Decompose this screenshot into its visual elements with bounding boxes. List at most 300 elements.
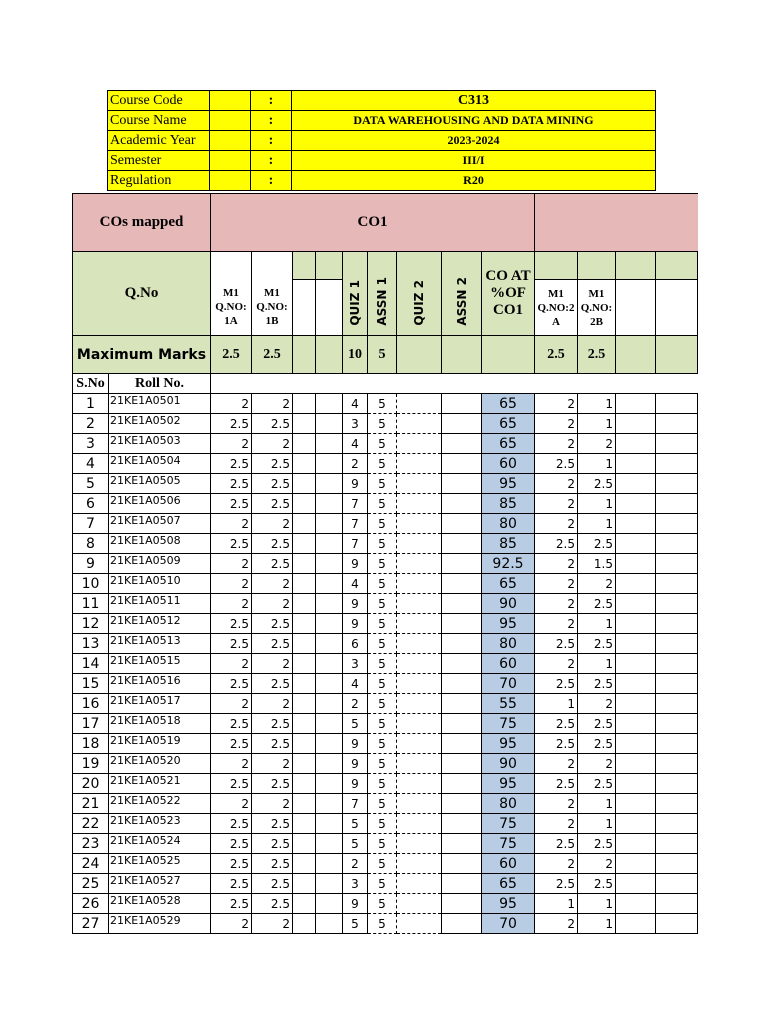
marks-grid bbox=[72, 193, 698, 934]
co-at-cell: 55 bbox=[482, 694, 535, 714]
empty-cell bbox=[616, 854, 656, 874]
empty-cell bbox=[656, 594, 698, 614]
m1-2b-cell: 2.5 bbox=[578, 714, 616, 734]
q-m1-1a: M1 Q.NO: 1A bbox=[211, 280, 252, 336]
m1-2a-cell: 2 bbox=[535, 414, 578, 434]
empty-cell bbox=[616, 474, 656, 494]
max-empty-2 bbox=[316, 336, 343, 374]
empty-cell bbox=[316, 494, 343, 514]
quiz2-cell bbox=[397, 774, 442, 794]
m1-2b-cell: 1 bbox=[578, 654, 616, 674]
m1-2b-cell: 1 bbox=[578, 794, 616, 814]
roll-cell: 21KE1A0525 bbox=[109, 854, 211, 874]
quiz1-header-text: QUIZ 1 bbox=[348, 280, 362, 326]
table-row bbox=[73, 674, 698, 694]
max-m1-2b: 2.5 bbox=[578, 336, 616, 374]
m1-2b-cell: 1 bbox=[578, 914, 616, 934]
empty-cell bbox=[293, 694, 316, 714]
quiz1-cell: 4 bbox=[343, 434, 368, 454]
sno-cell: 16 bbox=[73, 694, 109, 714]
m1-2b-cell: 2.5 bbox=[578, 634, 616, 654]
table-row bbox=[73, 774, 698, 794]
assn2-cell bbox=[442, 654, 482, 674]
quiz2-cell bbox=[397, 674, 442, 694]
course-info-colon: : bbox=[251, 91, 292, 111]
quiz1-cell: 2 bbox=[343, 854, 368, 874]
empty-cell bbox=[293, 454, 316, 474]
empty-cell bbox=[656, 814, 698, 834]
cos-mapped-label: COs mapped bbox=[73, 194, 211, 252]
assn1-cell: 5 bbox=[368, 394, 397, 414]
roll-cell: 21KE1A0504 bbox=[109, 454, 211, 474]
assn2-cell bbox=[442, 714, 482, 734]
quiz1-cell: 3 bbox=[343, 654, 368, 674]
empty-cell bbox=[616, 674, 656, 694]
sno-cell: 15 bbox=[73, 674, 109, 694]
table-row bbox=[73, 894, 698, 914]
sno-cell: 20 bbox=[73, 774, 109, 794]
sno-cell: 22 bbox=[73, 814, 109, 834]
sno-cell: 9 bbox=[73, 554, 109, 574]
m1-1b-cell: 2 bbox=[252, 514, 293, 534]
assn2-cell bbox=[442, 794, 482, 814]
assn1-header-text: ASSN 1 bbox=[375, 277, 389, 326]
table-row bbox=[73, 434, 698, 454]
table-row bbox=[73, 414, 698, 434]
quiz1-cell: 9 bbox=[343, 774, 368, 794]
m1-2a-cell: 2.5 bbox=[535, 454, 578, 474]
empty-cell bbox=[616, 574, 656, 594]
assn2-cell bbox=[442, 394, 482, 414]
table-row bbox=[73, 734, 698, 754]
empty-cell bbox=[616, 534, 656, 554]
q-empty-3 bbox=[616, 280, 656, 336]
assn2-cell bbox=[442, 834, 482, 854]
empty-cell bbox=[656, 794, 698, 814]
empty-cell bbox=[293, 494, 316, 514]
quiz1-cell: 5 bbox=[343, 714, 368, 734]
sno-cell: 17 bbox=[73, 714, 109, 734]
roll-cell: 21KE1A0522 bbox=[109, 794, 211, 814]
co-next-fill bbox=[535, 194, 698, 251]
quiz1-cell: 5 bbox=[343, 834, 368, 854]
quiz1-cell: 9 bbox=[343, 614, 368, 634]
m1-2a-cell: 2 bbox=[535, 554, 578, 574]
quiz1-cell: 6 bbox=[343, 634, 368, 654]
empty-cell bbox=[316, 654, 343, 674]
assn1-cell: 5 bbox=[368, 854, 397, 874]
co-at-cell: 85 bbox=[482, 534, 535, 554]
assn2-cell bbox=[442, 614, 482, 634]
empty-cell bbox=[656, 414, 698, 434]
m1-2a-cell: 2 bbox=[535, 794, 578, 814]
m1-1b-cell: 2.5 bbox=[252, 494, 293, 514]
m1-2b-cell: 1 bbox=[578, 414, 616, 434]
m1-2b-cell: 2.5 bbox=[578, 674, 616, 694]
quiz1-cell: 4 bbox=[343, 574, 368, 594]
assn2-cell bbox=[442, 894, 482, 914]
co1-header: CO1 bbox=[211, 194, 535, 252]
m1-2b-cell: 2 bbox=[578, 434, 616, 454]
empty-cell bbox=[616, 794, 656, 814]
sno-cell: 25 bbox=[73, 874, 109, 894]
sno-cell: 7 bbox=[73, 514, 109, 534]
empty-cell bbox=[293, 434, 316, 454]
co-at-cell: 95 bbox=[482, 734, 535, 754]
co-at-cell: 65 bbox=[482, 394, 535, 414]
m1-2b-cell: 2 bbox=[578, 694, 616, 714]
m1-1b-cell: 2 bbox=[252, 914, 293, 934]
m1-1a-cell: 2 bbox=[211, 574, 252, 594]
m1-2a-cell: 2.5 bbox=[535, 714, 578, 734]
empty-cell bbox=[293, 554, 316, 574]
co-at-cell: 60 bbox=[482, 654, 535, 674]
quiz2-cell bbox=[397, 614, 442, 634]
assn1-cell: 5 bbox=[368, 754, 397, 774]
m1-2a-cell: 2.5 bbox=[535, 774, 578, 794]
quiz1-cell: 7 bbox=[343, 534, 368, 554]
co-at-cell: 75 bbox=[482, 814, 535, 834]
m1-2b-cell: 1 bbox=[578, 494, 616, 514]
m1-1b-cell: 2.5 bbox=[252, 534, 293, 554]
assn1-cell: 5 bbox=[368, 574, 397, 594]
q-empty-1 bbox=[293, 280, 316, 336]
m1-1b-cell: 2 bbox=[252, 694, 293, 714]
max-marks-label: Maximum Marks bbox=[73, 336, 211, 374]
empty-cell bbox=[616, 694, 656, 714]
qno-strip-b bbox=[252, 252, 293, 280]
m1-2a-cell: 2 bbox=[535, 814, 578, 834]
q-empty-2 bbox=[316, 280, 343, 336]
table-row bbox=[73, 534, 698, 554]
course-info-value: DATA WAREHOUSING AND DATA MINING bbox=[292, 111, 656, 131]
empty-cell bbox=[316, 534, 343, 554]
assn2-cell bbox=[442, 574, 482, 594]
m1-2b-cell: 2.5 bbox=[578, 534, 616, 554]
m1-2a-cell: 2.5 bbox=[535, 674, 578, 694]
m1-1a-cell: 2.5 bbox=[211, 834, 252, 854]
quiz1-cell: 3 bbox=[343, 414, 368, 434]
m1-1a-cell: 2.5 bbox=[211, 674, 252, 694]
empty-cell bbox=[656, 834, 698, 854]
empty-cell bbox=[616, 634, 656, 654]
quiz2-cell bbox=[397, 914, 442, 934]
co-at-cell: 65 bbox=[482, 574, 535, 594]
empty-cell bbox=[616, 834, 656, 854]
m1-1b-cell: 2 bbox=[252, 594, 293, 614]
empty-cell bbox=[616, 614, 656, 634]
m1-1a-cell: 2 bbox=[211, 554, 252, 574]
empty-cell bbox=[616, 394, 656, 414]
empty-cell bbox=[656, 554, 698, 574]
empty-cell bbox=[293, 614, 316, 634]
empty-cell bbox=[293, 714, 316, 734]
q-m1-2a: M1 Q.NO:2 A bbox=[535, 280, 578, 336]
empty-cell bbox=[656, 654, 698, 674]
co-at-cell: 95 bbox=[482, 774, 535, 794]
quiz1-cell: 9 bbox=[343, 554, 368, 574]
empty-cell bbox=[616, 554, 656, 574]
m1-2a-cell: 2 bbox=[535, 394, 578, 414]
empty-cell bbox=[316, 514, 343, 534]
assn2-header bbox=[442, 252, 482, 336]
empty-cell bbox=[316, 554, 343, 574]
table-row bbox=[73, 834, 698, 854]
course-info-label: Course Name bbox=[108, 111, 210, 131]
assn2-cell bbox=[442, 474, 482, 494]
quiz1-cell: 2 bbox=[343, 694, 368, 714]
empty-cell bbox=[656, 634, 698, 654]
empty-cell bbox=[316, 814, 343, 834]
quiz2-cell bbox=[397, 394, 442, 414]
m1-1a-cell: 2.5 bbox=[211, 454, 252, 474]
roll-cell: 21KE1A0520 bbox=[109, 754, 211, 774]
empty-cell bbox=[293, 654, 316, 674]
sno-cell: 24 bbox=[73, 854, 109, 874]
co-next-header bbox=[535, 194, 698, 252]
empty-cell bbox=[656, 474, 698, 494]
empty-cell bbox=[316, 734, 343, 754]
empty-cell bbox=[656, 534, 698, 554]
assn1-cell: 5 bbox=[368, 554, 397, 574]
course-info-value: III/I bbox=[292, 151, 656, 171]
course-info-value: C313 bbox=[292, 91, 656, 111]
empty-cell bbox=[316, 914, 343, 934]
assn2-cell bbox=[442, 854, 482, 874]
table-row bbox=[73, 594, 698, 614]
assn1-cell: 5 bbox=[368, 594, 397, 614]
assn2-cell bbox=[442, 734, 482, 754]
m1-1a-cell: 2.5 bbox=[211, 774, 252, 794]
qno-strip-e1 bbox=[293, 252, 316, 280]
empty-cell bbox=[616, 894, 656, 914]
course-info-colon: : bbox=[251, 131, 292, 151]
co-at-cell: 80 bbox=[482, 794, 535, 814]
roll-cell: 21KE1A0516 bbox=[109, 674, 211, 694]
empty-cell bbox=[616, 734, 656, 754]
co-at-cell: 80 bbox=[482, 634, 535, 654]
m1-1b-cell: 2.5 bbox=[252, 774, 293, 794]
table-row bbox=[73, 914, 698, 934]
course-info-row bbox=[108, 111, 656, 131]
empty-cell bbox=[293, 574, 316, 594]
assn1-cell: 5 bbox=[368, 914, 397, 934]
m1-2b-cell: 2 bbox=[578, 754, 616, 774]
m1-1b-cell: 2.5 bbox=[252, 674, 293, 694]
m1-1b-cell: 2.5 bbox=[252, 414, 293, 434]
co-at-cell: 85 bbox=[482, 494, 535, 514]
roll-cell: 21KE1A0517 bbox=[109, 694, 211, 714]
roll-cell: 21KE1A0510 bbox=[109, 574, 211, 594]
qno-strip-e2 bbox=[316, 252, 343, 280]
table-row bbox=[73, 554, 698, 574]
assn1-cell: 5 bbox=[368, 614, 397, 634]
empty-cell bbox=[616, 754, 656, 774]
m1-1b-cell: 2.5 bbox=[252, 874, 293, 894]
m1-2b-cell: 1 bbox=[578, 514, 616, 534]
sno-cell: 11 bbox=[73, 594, 109, 614]
empty-cell bbox=[293, 594, 316, 614]
co-at-cell: 70 bbox=[482, 674, 535, 694]
quiz2-cell bbox=[397, 854, 442, 874]
empty-cell bbox=[616, 434, 656, 454]
quiz1-cell: 7 bbox=[343, 794, 368, 814]
empty-cell bbox=[293, 414, 316, 434]
assn1-cell: 5 bbox=[368, 474, 397, 494]
assn2-cell bbox=[442, 594, 482, 614]
m1-1b-cell: 2.5 bbox=[252, 834, 293, 854]
max-marks-row bbox=[73, 336, 698, 374]
m1-2a-cell: 2.5 bbox=[535, 634, 578, 654]
empty-cell bbox=[316, 774, 343, 794]
m1-1b-cell: 2.5 bbox=[252, 634, 293, 654]
sno-cell: 27 bbox=[73, 914, 109, 934]
m1-1a-cell: 2 bbox=[211, 754, 252, 774]
roll-cell: 21KE1A0513 bbox=[109, 634, 211, 654]
m1-2a-cell: 2.5 bbox=[535, 834, 578, 854]
sno-cell: 21 bbox=[73, 794, 109, 814]
m1-2b-cell: 1 bbox=[578, 894, 616, 914]
quiz1-cell: 5 bbox=[343, 914, 368, 934]
m1-1a-cell: 2.5 bbox=[211, 494, 252, 514]
sno-cell: 19 bbox=[73, 754, 109, 774]
sno-cell: 10 bbox=[73, 574, 109, 594]
co-at-header: CO AT %OF CO1 bbox=[482, 252, 535, 336]
assn1-cell: 5 bbox=[368, 634, 397, 654]
m1-2a-cell: 1 bbox=[535, 894, 578, 914]
max-m1-1b: 2.5 bbox=[252, 336, 293, 374]
m1-2a-cell: 2 bbox=[535, 514, 578, 534]
q-m1-2b: M1 Q.NO: 2B bbox=[578, 280, 616, 336]
roll-cell: 21KE1A0512 bbox=[109, 614, 211, 634]
max-empty-3 bbox=[616, 336, 656, 374]
empty-cell bbox=[616, 874, 656, 894]
course-info-row bbox=[108, 171, 656, 191]
m1-2b-cell: 2.5 bbox=[578, 734, 616, 754]
m1-2b-cell: 2.5 bbox=[578, 774, 616, 794]
course-info-blank bbox=[210, 111, 251, 131]
empty-cell bbox=[316, 674, 343, 694]
quiz2-cell bbox=[397, 814, 442, 834]
roll-cell: 21KE1A0521 bbox=[109, 774, 211, 794]
m1-1a-cell: 2 bbox=[211, 514, 252, 534]
empty-cell bbox=[616, 774, 656, 794]
column-header-row bbox=[73, 374, 698, 394]
m1-1b-cell: 2.5 bbox=[252, 894, 293, 914]
m1-2a-cell: 2 bbox=[535, 594, 578, 614]
empty-cell bbox=[316, 634, 343, 654]
m1-1b-cell: 2 bbox=[252, 434, 293, 454]
m1-1a-cell: 2 bbox=[211, 694, 252, 714]
qno-strip-x1 bbox=[616, 252, 656, 280]
quiz2-cell bbox=[397, 434, 442, 454]
empty-cell bbox=[656, 894, 698, 914]
table-row bbox=[73, 394, 698, 414]
co-at-cell: 92.5 bbox=[482, 554, 535, 574]
m1-1a-cell: 2.5 bbox=[211, 874, 252, 894]
assn1-cell: 5 bbox=[368, 794, 397, 814]
roll-cell: 21KE1A0527 bbox=[109, 874, 211, 894]
quiz1-cell: 9 bbox=[343, 594, 368, 614]
co-at-cell: 90 bbox=[482, 594, 535, 614]
quiz1-cell: 9 bbox=[343, 894, 368, 914]
quiz2-cell bbox=[397, 474, 442, 494]
quiz1-cell: 3 bbox=[343, 874, 368, 894]
assn2-cell bbox=[442, 754, 482, 774]
table-row bbox=[73, 874, 698, 894]
empty-cell bbox=[656, 714, 698, 734]
empty-cell bbox=[616, 914, 656, 934]
empty-cell bbox=[316, 794, 343, 814]
m1-2b-cell: 2.5 bbox=[578, 874, 616, 894]
m1-1a-cell: 2.5 bbox=[211, 854, 252, 874]
m1-1a-cell: 2 bbox=[211, 914, 252, 934]
empty-cell bbox=[656, 574, 698, 594]
quiz2-cell bbox=[397, 794, 442, 814]
empty-cell bbox=[656, 514, 698, 534]
max-co-at bbox=[482, 336, 535, 374]
m1-1a-cell: 2.5 bbox=[211, 534, 252, 554]
empty-cell bbox=[293, 394, 316, 414]
sno-cell: 13 bbox=[73, 634, 109, 654]
m1-1a-cell: 2.5 bbox=[211, 814, 252, 834]
empty-cell bbox=[656, 694, 698, 714]
quiz2-cell bbox=[397, 654, 442, 674]
assn2-cell bbox=[442, 414, 482, 434]
quiz2-header-text: QUIZ 2 bbox=[412, 280, 426, 326]
table-row bbox=[73, 814, 698, 834]
roll-cell: 21KE1A0524 bbox=[109, 834, 211, 854]
max-m1-2a: 2.5 bbox=[535, 336, 578, 374]
table-row bbox=[73, 754, 698, 774]
table-row bbox=[73, 694, 698, 714]
assn2-cell bbox=[442, 494, 482, 514]
empty-cell bbox=[616, 494, 656, 514]
m1-1a-cell: 2.5 bbox=[211, 634, 252, 654]
assn2-cell bbox=[442, 534, 482, 554]
m1-2b-cell: 1 bbox=[578, 394, 616, 414]
empty-cell bbox=[316, 714, 343, 734]
m1-1a-cell: 2.5 bbox=[211, 414, 252, 434]
m1-2b-cell: 2 bbox=[578, 854, 616, 874]
empty-cell bbox=[316, 874, 343, 894]
empty-cell bbox=[293, 734, 316, 754]
m1-1a-cell: 2 bbox=[211, 654, 252, 674]
m1-2a-cell: 2.5 bbox=[535, 534, 578, 554]
table-row bbox=[73, 794, 698, 814]
quiz2-header bbox=[397, 252, 442, 336]
quiz1-cell: 9 bbox=[343, 734, 368, 754]
empty-cell bbox=[293, 834, 316, 854]
course-info-label: Academic Year bbox=[108, 131, 210, 151]
empty-cell bbox=[656, 434, 698, 454]
empty-cell bbox=[293, 794, 316, 814]
assn1-cell: 5 bbox=[368, 874, 397, 894]
empty-cell bbox=[293, 774, 316, 794]
assn2-cell bbox=[442, 874, 482, 894]
course-info-label: Course Code bbox=[108, 91, 210, 111]
roll-cell: 21KE1A0519 bbox=[109, 734, 211, 754]
quiz1-cell: 2 bbox=[343, 454, 368, 474]
empty-cell bbox=[316, 474, 343, 494]
empty-cell bbox=[316, 834, 343, 854]
assn1-cell: 5 bbox=[368, 894, 397, 914]
assn1-cell: 5 bbox=[368, 414, 397, 434]
quiz1-header bbox=[343, 252, 368, 336]
course-info-blank bbox=[210, 131, 251, 151]
co-at-cell: 60 bbox=[482, 854, 535, 874]
empty-cell bbox=[656, 734, 698, 754]
